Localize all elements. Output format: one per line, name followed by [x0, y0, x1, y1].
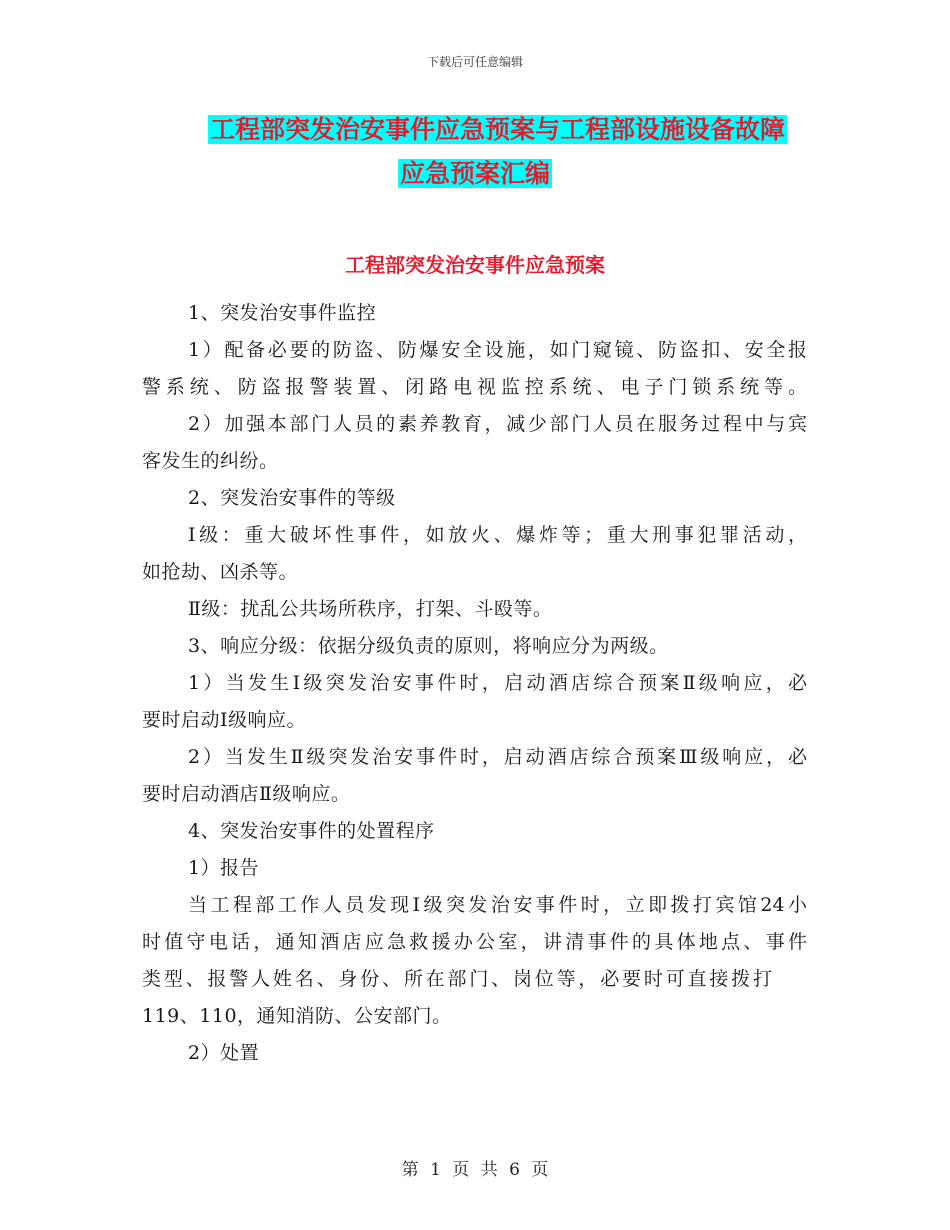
paragraph-line: 2）处置 [188, 1042, 260, 1064]
title-highlight-2: 应急预案汇编 [399, 159, 550, 188]
paragraph-line: 1、突发治安事件监控 [188, 302, 377, 324]
paragraph-line: 3、响应分级：依据分级负责的原则，将响应分为两级。 [188, 635, 669, 657]
paragraph-line: 警系统、防盗报警装置、闭路电视监控系统、电子门锁系统等。 [142, 376, 807, 398]
paragraph-line: 1）配备必要的防盗、防爆安全设施，如门窥镜、防盗扣、安全报 [188, 339, 807, 361]
section-title: 工程部突发治安事件应急预案 [345, 253, 605, 277]
paragraph-line: 要时启动酒店Ⅱ级响应。 [142, 783, 351, 805]
paragraph-line: 如抢劫、凶杀等。 [142, 561, 299, 583]
paragraph-line: 类型、报警人姓名、身份、所在部门、岗位等，必要时可直接拨打 [142, 968, 772, 990]
page-number: 第 1 页 共 6 页 [401, 1160, 549, 1180]
paragraph-line: 4、突发治安事件的处置程序 [188, 820, 435, 842]
header-note: 下载后可任意编辑 [426, 55, 523, 69]
paragraph-line: 2）加强本部门人员的素养教育，减少部门人员在服务过程中与宾 [188, 413, 807, 435]
document-title-line-1 [0, 113, 950, 147]
paragraph-line: Ⅰ级：重大破坏性事件，如放火、爆炸等；重大刑事犯罪活动， [188, 524, 807, 546]
paragraph-line: Ⅱ级：扰乱公共场所秩序，打架、斗殴等。 [188, 598, 553, 620]
paragraph-line: 客发生的纠纷。 [142, 450, 279, 472]
title-highlight-1: 工程部突发治安事件应急预案与工程部设施设备故障 [209, 115, 785, 144]
document-title-line-2 [0, 157, 950, 191]
paragraph-line: 2、突发治安事件的等级 [188, 487, 396, 509]
paragraph-line: 时值守电话，通知酒店应急救援办公室，讲清事件的具体地点、事件 [142, 931, 807, 953]
paragraph-line: 1）报告 [188, 857, 260, 879]
paragraph-line: 要时启动Ⅰ级响应。 [142, 709, 307, 731]
paragraph-line: 1）当发生Ⅰ级突发治安事件时，启动酒店综合预案Ⅱ级响应，必 [188, 672, 807, 694]
paragraph-line: 当工程部工作人员发现Ⅰ级突发治安事件时，立即拨打宾馆24小 [188, 894, 807, 916]
paragraph-line: 119、110，通知消防、公安部门。 [142, 1005, 452, 1027]
paragraph-line: 2）当发生Ⅱ级突发治安事件时，启动酒店综合预案Ⅲ级响应，必 [188, 746, 807, 768]
